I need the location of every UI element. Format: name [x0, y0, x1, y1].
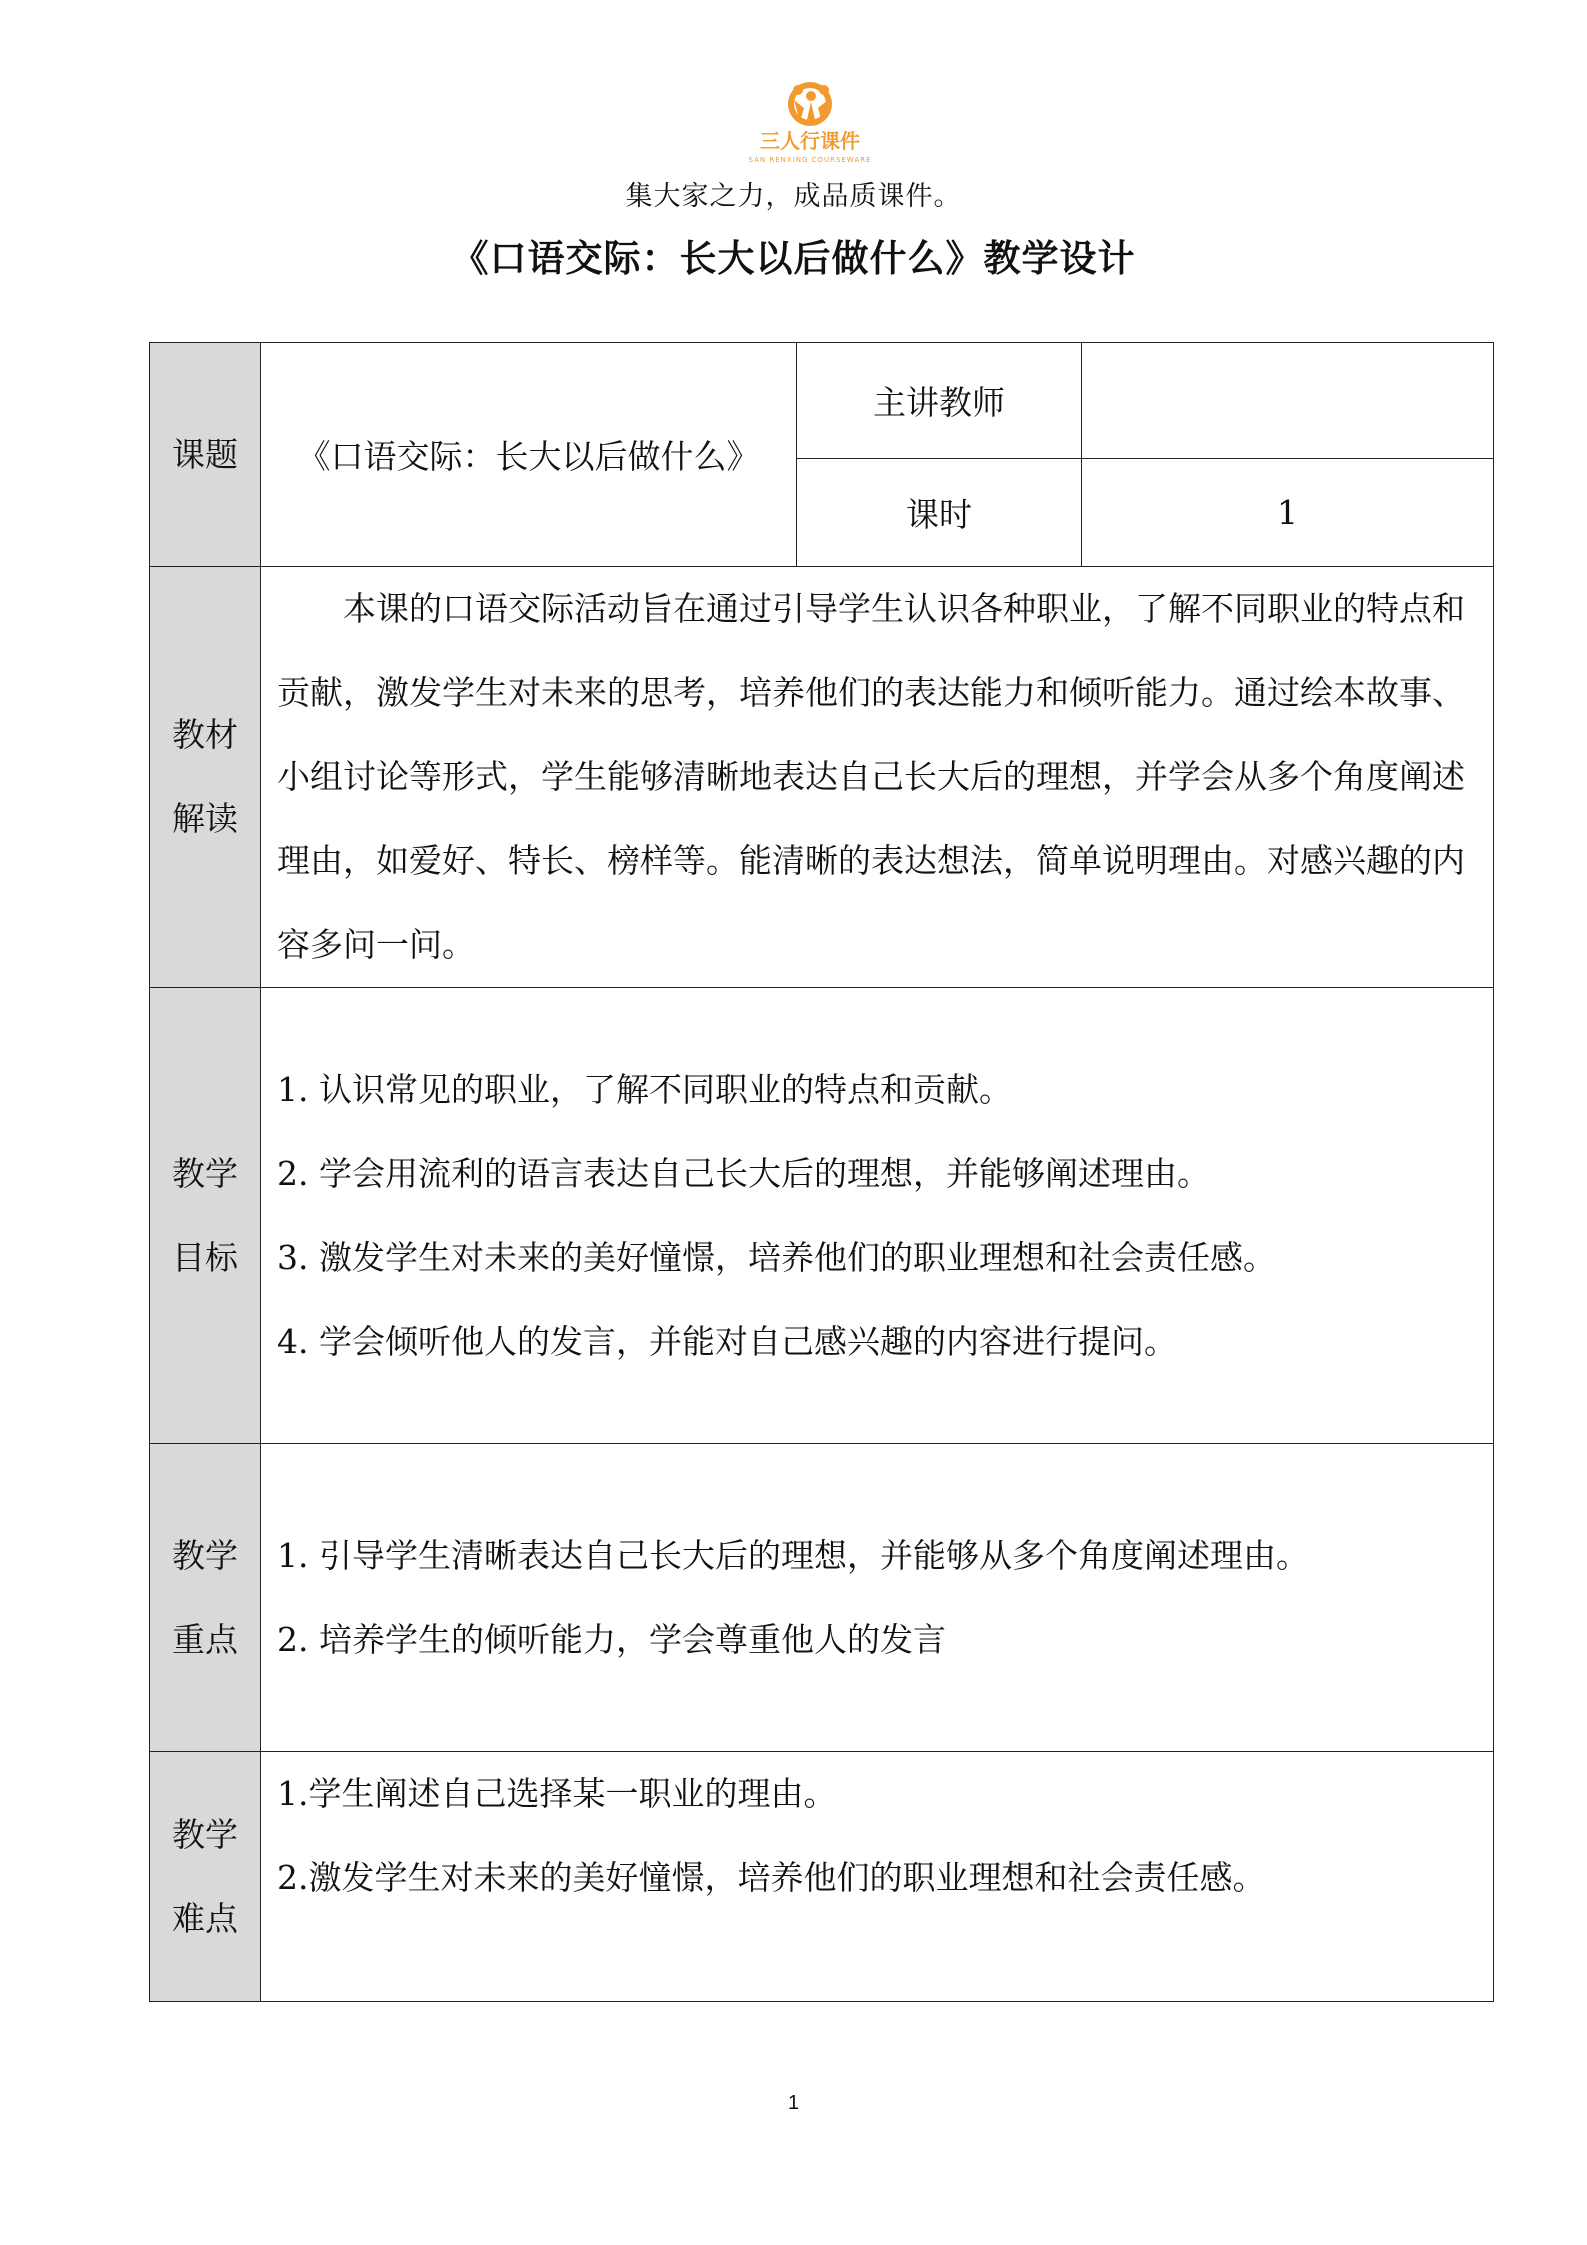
document-title: 《口语交际：长大以后做什么》教学设计 — [451, 236, 1136, 280]
difficulties-label-line-2: 难点 — [172, 1898, 238, 1938]
key-points-content — [261, 1444, 1494, 1752]
teacher-value — [1082, 343, 1494, 459]
material-text: 本课的口语交际活动旨在通过引导学生认识各种职业，了解不同职业的特点和贡献，激发学生对未来的思考，培养他们的表达能力和倾听能力。通过绘本故事、小组讨论等形式，学生能够清晰地表达自己长大后的理想，并学会从多个角度阐述理由，如爱好、特长、榜样等。能清晰的表达想法，简单说明理由。对感兴趣的内容多问一问。 — [277, 589, 1465, 964]
material-label-line-2: 解读 — [172, 799, 238, 838]
material-label-cell — [150, 567, 261, 988]
logo-text: 三人行课件 — [760, 129, 860, 153]
logo-caption: 集大家之力，成品质课件。 — [625, 181, 962, 212]
logo — [740, 78, 880, 170]
goal-item: 4. 学会倾听他人的发言，并能对自己感兴趣的内容进行提问。 — [277, 1321, 1177, 1361]
topic-value: 《口语交际：长大以后做什么》 — [261, 343, 797, 567]
difficulty-item: 2.激发学生对未来的美好憧憬，培养他们的职业理想和社会责任感。 — [277, 1858, 1266, 1897]
key-points-label-cell — [150, 1444, 261, 1752]
material-content — [261, 567, 1494, 988]
page-number: 1 — [787, 2092, 800, 2114]
goal-item: 2. 学会用流利的语言表达自己长大后的理想，并能够阐述理由。 — [277, 1153, 1210, 1193]
goals-label-line-1: 教学 — [172, 1153, 238, 1193]
key-points-label-line-1: 教学 — [172, 1535, 238, 1575]
topic-label-cell — [150, 343, 261, 567]
goal-item: 3. 激发学生对未来的美好憧憬，培养他们的职业理想和社会责任感。 — [277, 1237, 1276, 1277]
difficulties-content — [261, 1752, 1494, 2002]
teacher-label: 主讲教师 — [797, 343, 1082, 459]
key-point-item: 1. 引导学生清晰表达自己长大后的理想，并能够从多个角度阐述理由。 — [277, 1535, 1309, 1575]
period-label: 课时 — [797, 459, 1082, 567]
goal-item: 1. 认识常见的职业，了解不同职业的特点和贡献。 — [277, 1069, 1012, 1109]
difficulty-item: 1.学生阐述自己选择某一职业的理由。 — [277, 1774, 837, 1813]
key-points-label-line-2: 重点 — [172, 1619, 238, 1659]
goals-label-cell — [150, 988, 261, 1444]
goals-label-line-2: 目标 — [172, 1237, 238, 1277]
logo-subtext: SAN RENXING COURSEWARE — [748, 156, 872, 164]
material-label-line-1: 教材 — [172, 715, 238, 754]
period-value: 1 — [1082, 459, 1494, 567]
lesson-plan-table — [149, 342, 1494, 2002]
goals-content — [261, 988, 1494, 1444]
key-point-item: 2. 培养学生的倾听能力，学会尊重他人的发言 — [277, 1619, 946, 1659]
topic-label: 课题 — [172, 434, 238, 474]
difficulties-label-line-1: 教学 — [172, 1814, 238, 1854]
logo-graphic — [740, 78, 880, 170]
difficulties-label-cell — [150, 1752, 261, 2002]
